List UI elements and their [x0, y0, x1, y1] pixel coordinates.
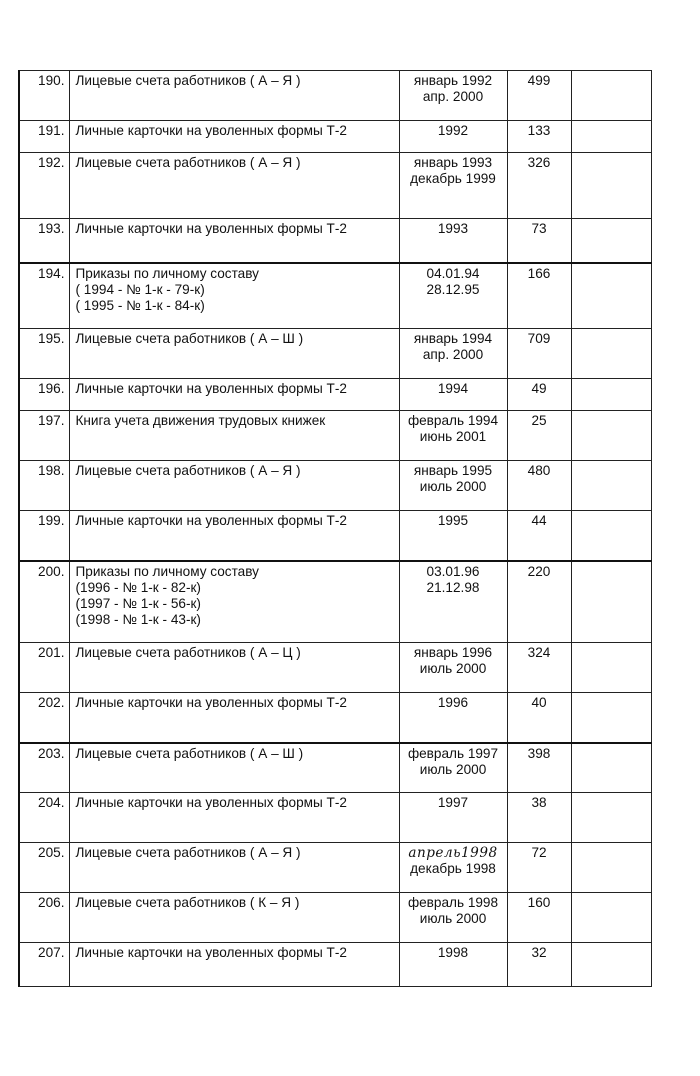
date-line: январь 1993 [413, 155, 493, 170]
item-title [69, 693, 399, 743]
item-number: 191. [19, 121, 69, 153]
item-note [571, 793, 651, 843]
item-count: 49 [507, 379, 571, 411]
item-count: 398 [507, 743, 571, 793]
item-number: 198. [19, 461, 69, 511]
table-row [19, 379, 651, 411]
item-dates [399, 329, 507, 379]
title-line: Лицевые счета работников ( А – Я ) [75, 845, 301, 860]
item-number: 196. [19, 379, 69, 411]
item-dates [399, 71, 507, 121]
item-number: 199. [19, 511, 69, 561]
item-title [69, 893, 399, 943]
item-number: 205. [19, 843, 69, 893]
item-count: 44 [507, 511, 571, 561]
item-number: 194. [19, 263, 69, 329]
item-dates [399, 219, 507, 263]
date-line: 1993 [437, 221, 469, 236]
item-title [69, 561, 399, 643]
item-count: 326 [507, 153, 571, 219]
table-row [19, 263, 651, 329]
item-title [69, 743, 399, 793]
item-note [571, 843, 651, 893]
title-line: ( 1995 - № 1-к - 84-к) [75, 297, 205, 313]
item-number: 203. [19, 743, 69, 793]
date-line: 1997 [437, 795, 469, 810]
item-note [571, 893, 651, 943]
item-dates [399, 379, 507, 411]
item-dates [399, 793, 507, 843]
item-title [69, 511, 399, 561]
item-title [69, 793, 399, 843]
title-line: Приказы по личному составу [75, 563, 259, 579]
item-note [571, 379, 651, 411]
item-title [69, 263, 399, 329]
item-count: 324 [507, 643, 571, 693]
title-line: Личные карточки на уволенных формы Т-2 [75, 123, 347, 138]
table-row [19, 643, 651, 693]
table-row [19, 561, 651, 643]
date-line: апрель1998 [408, 845, 498, 861]
item-count: 133 [507, 121, 571, 153]
item-title [69, 643, 399, 693]
item-count: 480 [507, 461, 571, 511]
date-line: 1995 [437, 513, 469, 528]
item-count: 38 [507, 793, 571, 843]
date-line: 03.01.96 [426, 563, 480, 579]
item-count: 160 [507, 893, 571, 943]
item-dates [399, 121, 507, 153]
date-line: февраль 1997 [407, 745, 499, 761]
title-line: Личные карточки на уволенных формы Т-2 [75, 795, 347, 810]
item-count: 72 [507, 843, 571, 893]
item-dates [399, 461, 507, 511]
table-row [19, 71, 651, 121]
table-row [19, 461, 651, 511]
item-note [571, 461, 651, 511]
item-note [571, 743, 651, 793]
date-line: январь 1996 [413, 645, 493, 660]
date-line: 21.12.98 [426, 579, 480, 595]
date-line: 04.01.94 [426, 265, 480, 281]
title-line: Лицевые счета работников ( А – Я ) [75, 73, 301, 88]
title-line: Лицевые счета работников ( А – Ш ) [75, 745, 304, 761]
table-row [19, 693, 651, 743]
date-line: апр. 2000 [422, 347, 484, 362]
item-dates [399, 693, 507, 743]
date-line: июнь 2001 [419, 429, 487, 444]
item-dates [399, 511, 507, 561]
title-line: Лицевые счета работников ( А – Ц ) [75, 645, 301, 660]
title-line: Лицевые счета работников ( А – Я ) [75, 155, 301, 170]
title-line: (1997 - № 1-к - 56-к) [75, 595, 201, 611]
date-line: февраль 1994 [407, 413, 499, 428]
item-number: 206. [19, 893, 69, 943]
item-number: 202. [19, 693, 69, 743]
table-row [19, 121, 651, 153]
item-dates [399, 561, 507, 643]
item-title [69, 153, 399, 219]
item-title [69, 219, 399, 263]
date-line: 1992 [437, 123, 469, 138]
item-number: 197. [19, 411, 69, 461]
title-line: Приказы по личному составу [75, 265, 259, 281]
title-line: Личные карточки на уволенных формы Т-2 [75, 945, 347, 960]
title-line: Личные карточки на уволенных формы Т-2 [75, 695, 347, 710]
item-number: 193. [19, 219, 69, 263]
date-line: декабрь 1999 [410, 171, 496, 186]
item-title [69, 943, 399, 987]
item-number: 200. [19, 561, 69, 643]
item-dates [399, 843, 507, 893]
item-note [571, 643, 651, 693]
item-note [571, 943, 651, 987]
date-line: январь 1992 [413, 73, 493, 88]
table-row [19, 153, 651, 219]
item-note [571, 561, 651, 643]
item-note [571, 121, 651, 153]
date-line: июль 2000 [419, 911, 487, 926]
date-line: июль 2000 [419, 661, 487, 676]
title-line: Личные карточки на уволенных формы Т-2 [75, 221, 347, 236]
item-note [571, 511, 651, 561]
item-title [69, 329, 399, 379]
date-line: январь 1994 [413, 331, 493, 346]
item-count: 220 [507, 561, 571, 643]
item-number: 204. [19, 793, 69, 843]
item-count: 32 [507, 943, 571, 987]
item-title [69, 461, 399, 511]
title-line: (1998 - № 1-к - 43-к) [75, 611, 201, 627]
title-line: Лицевые счета работников ( К – Я ) [75, 895, 300, 910]
item-number: 195. [19, 329, 69, 379]
table-row [19, 893, 651, 943]
item-note [571, 153, 651, 219]
item-number: 207. [19, 943, 69, 987]
date-line: январь 1995 [413, 463, 493, 478]
item-note [571, 219, 651, 263]
item-dates [399, 943, 507, 987]
item-title [69, 121, 399, 153]
table-body [19, 71, 651, 987]
title-line: (1996 - № 1-к - 82-к) [75, 579, 201, 595]
table-row [19, 329, 651, 379]
date-line: 1994 [437, 381, 469, 396]
item-count: 709 [507, 329, 571, 379]
date-line: апр. 2000 [422, 89, 484, 104]
item-note [571, 263, 651, 329]
item-number: 192. [19, 153, 69, 219]
inventory-table [18, 70, 652, 987]
table-row [19, 843, 651, 893]
table-row [19, 793, 651, 843]
date-line: 1996 [437, 695, 469, 710]
table-row [19, 511, 651, 561]
inventory-sheet [18, 70, 650, 987]
date-line: 1998 [437, 945, 469, 960]
date-line: декабрь 1998 [410, 861, 496, 876]
item-title [69, 843, 399, 893]
item-dates [399, 643, 507, 693]
item-count: 25 [507, 411, 571, 461]
item-title [69, 379, 399, 411]
item-title [69, 71, 399, 121]
item-dates [399, 263, 507, 329]
item-note [571, 411, 651, 461]
date-line: 28.12.95 [426, 281, 480, 297]
item-count: 40 [507, 693, 571, 743]
title-line: Личные карточки на уволенных формы Т-2 [75, 381, 347, 396]
table-row [19, 943, 651, 987]
title-line: Личные карточки на уволенных формы Т-2 [75, 513, 347, 528]
item-dates [399, 411, 507, 461]
title-line: ( 1994 - № 1-к - 79-к) [75, 281, 205, 297]
title-line: Лицевые счета работников ( А – Ш ) [75, 331, 304, 346]
item-count: 73 [507, 219, 571, 263]
date-line: февраль 1998 [407, 895, 499, 910]
table-row [19, 219, 651, 263]
table-row [19, 743, 651, 793]
item-note [571, 329, 651, 379]
item-dates [399, 153, 507, 219]
date-line: июль 2000 [419, 479, 487, 494]
item-dates [399, 743, 507, 793]
title-line: Лицевые счета работников ( А – Я ) [75, 463, 301, 478]
item-count: 166 [507, 263, 571, 329]
date-line: июль 2000 [419, 761, 487, 777]
item-number: 201. [19, 643, 69, 693]
item-note [571, 693, 651, 743]
item-title [69, 411, 399, 461]
item-note [571, 71, 651, 121]
item-count: 499 [507, 71, 571, 121]
item-number: 190. [19, 71, 69, 121]
title-line: Книга учета движения трудовых книжек [75, 413, 326, 428]
table-row [19, 411, 651, 461]
item-dates [399, 893, 507, 943]
